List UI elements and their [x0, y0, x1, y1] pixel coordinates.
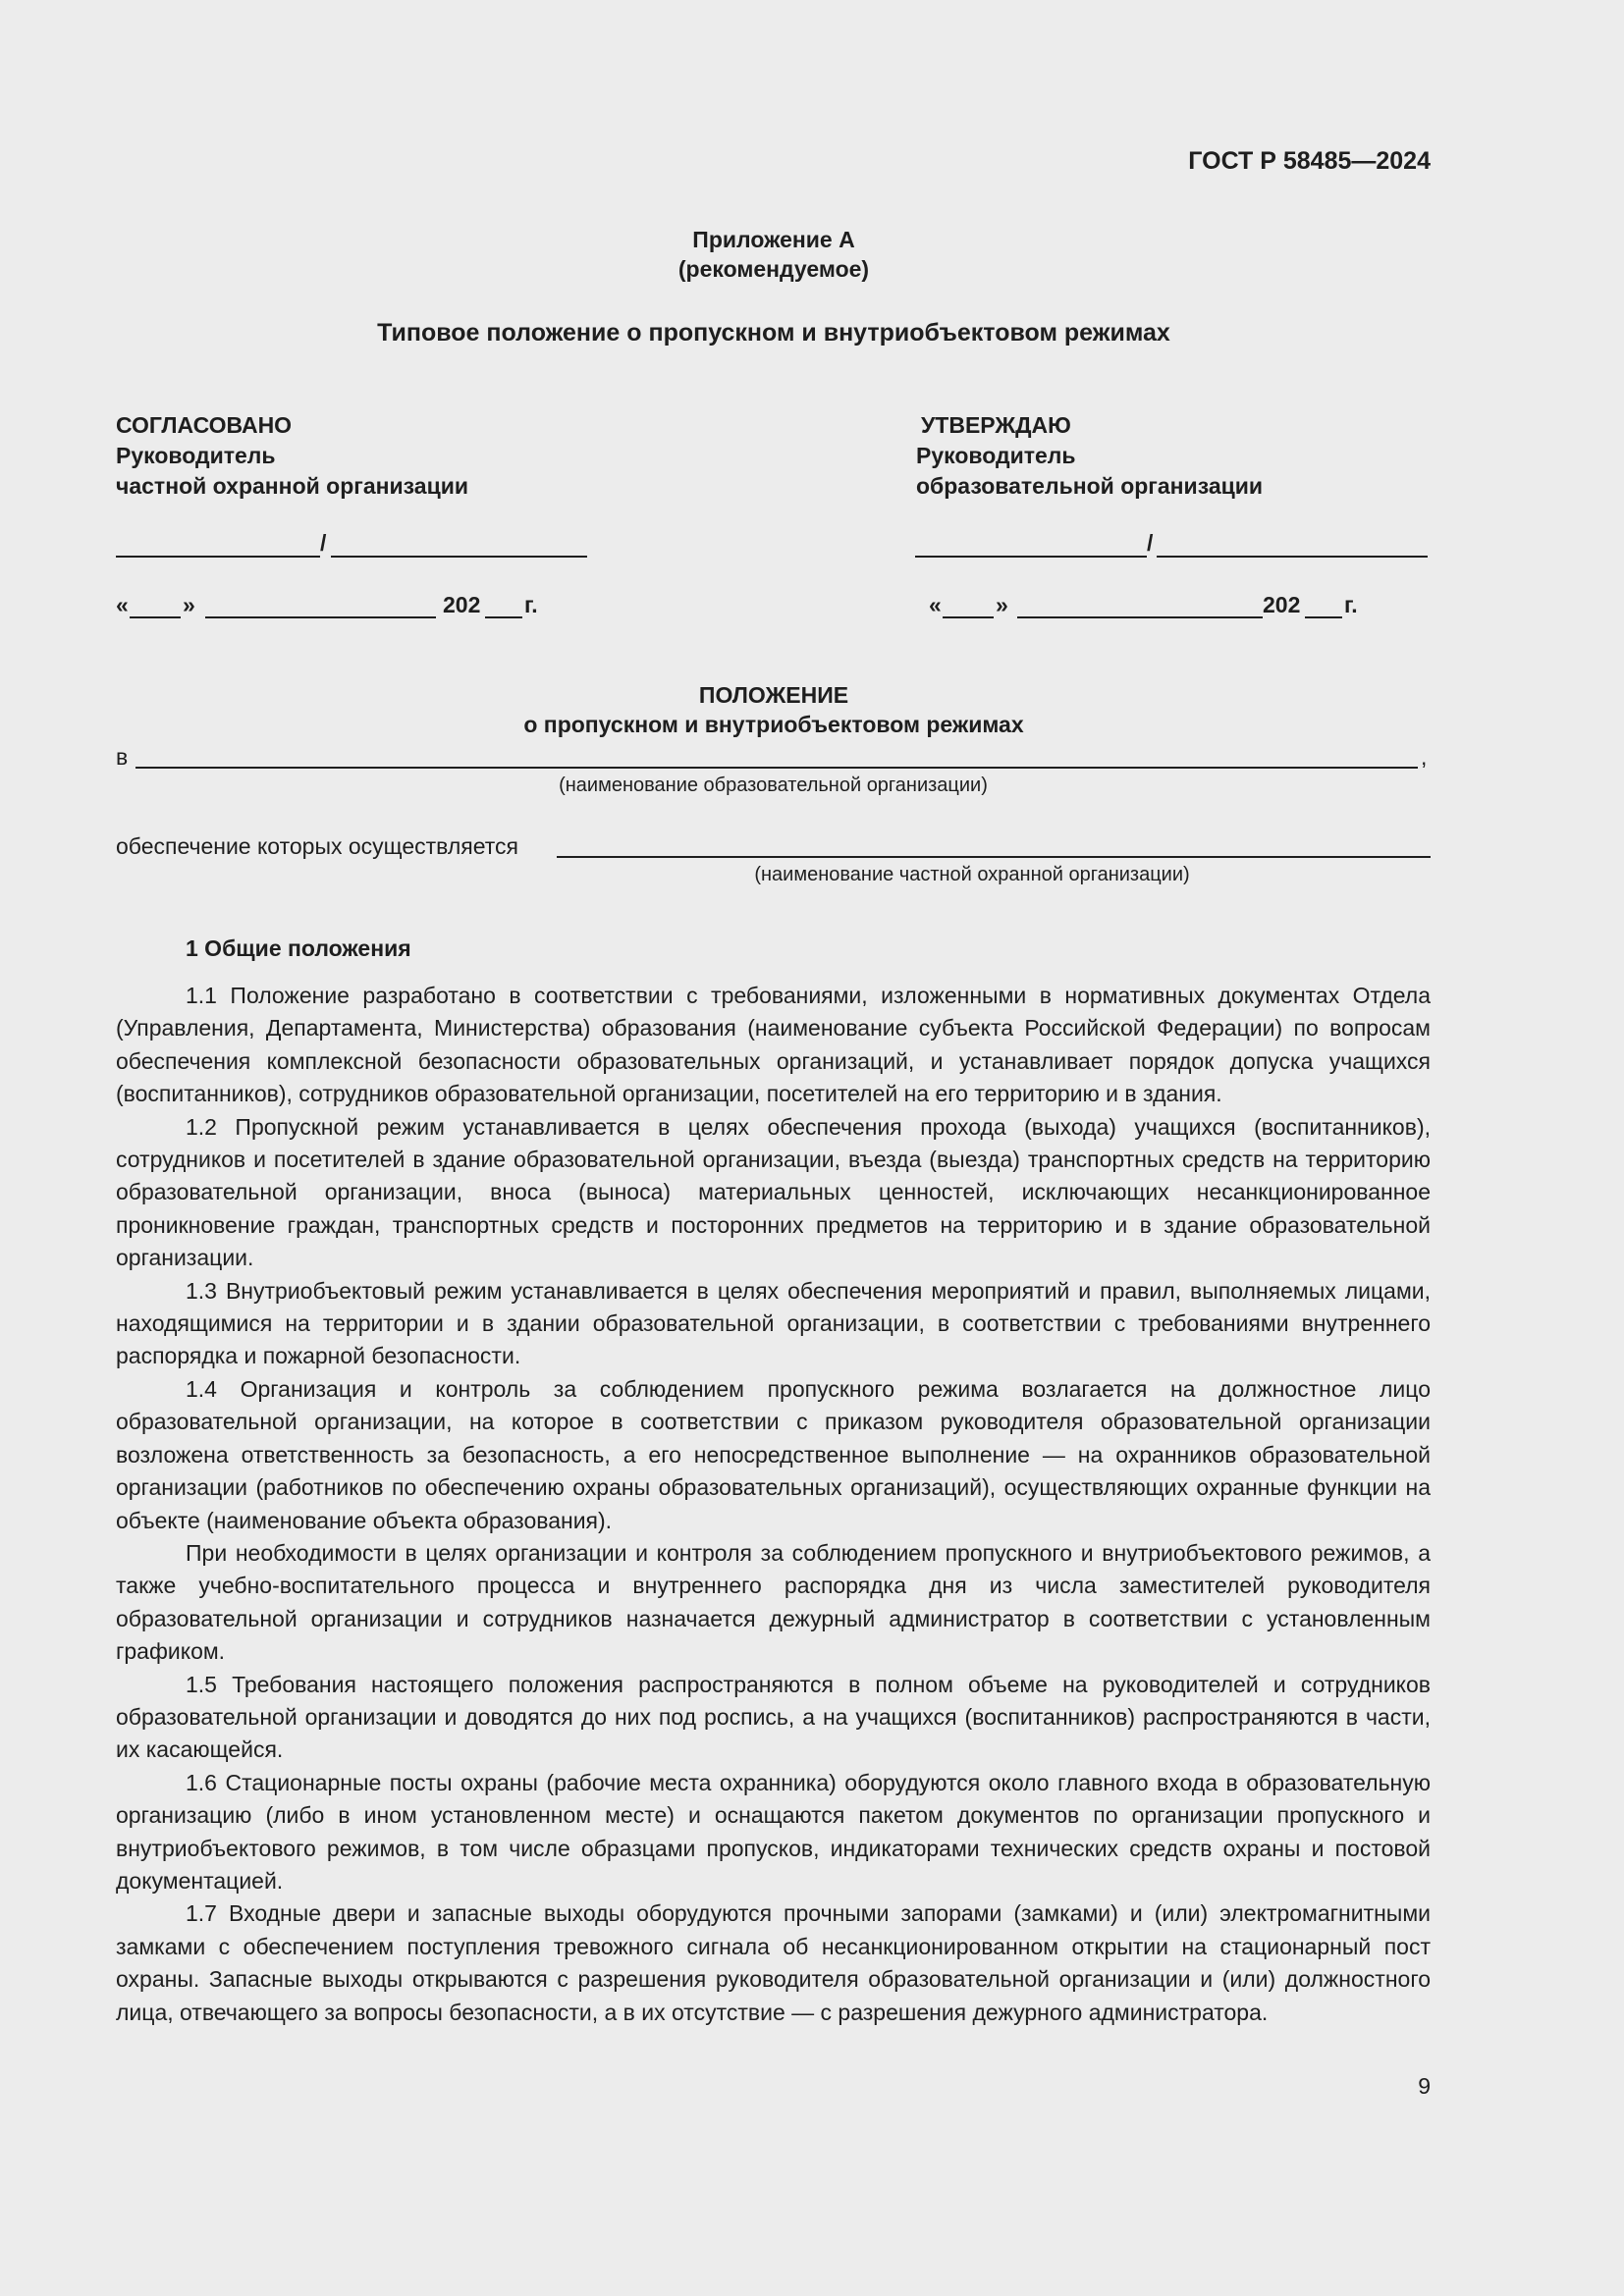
annex-label: Приложение А — [692, 227, 855, 252]
year-prefix-left: 202 — [443, 592, 481, 617]
approval-right-role: Руководитель — [916, 443, 1076, 468]
paragraph-1-6: 1.6 Стационарные посты охраны (рабочие места охранника) оборудуются около главного входа в образовательную организацию (либо в ином установленном месте) и оснащаются пакетом документов по организации пропускного и внутриобъектового режимов, в том числе образцами пропусков, индикаторами технических средств охраны и постовой документацией. — [116, 1769, 1431, 1894]
signature-line-right — [915, 556, 1147, 558]
date-open-right: « — [929, 592, 942, 617]
year-line-left — [485, 616, 522, 618]
year-suffix-right: г. — [1344, 592, 1358, 617]
paragraph-1-4: 1.4 Организация и контроль за соблюдением пропускного режима возлагается на должностное лицо образовательной организации, на которое в соответствии с приказом руководителя образовательной организации возложена ответственность за безопасность, а его непосредственное выполнение — на охранников образовательной организации (работников по обеспечению охраны образовательных организаций), осуществляющих охранные функции на объекте (наименование объекта образования). — [116, 1375, 1431, 1533]
section-heading: 1 Общие положения — [186, 935, 411, 961]
approval-left-org: частной охранной организации — [116, 473, 468, 499]
organization-name-line — [135, 767, 1418, 769]
date-close-left: » — [183, 592, 195, 617]
provided-by-label: обеспечение которых осуществляется — [116, 833, 518, 859]
page-number: 9 — [1418, 2073, 1431, 2099]
in-prefix: в — [116, 744, 129, 770]
approval-right-org: образовательной организации — [916, 473, 1264, 499]
document-code: ГОСТ Р 58485—2024 — [1188, 147, 1431, 175]
paragraph-1-4-continued: При необходимости в целях организации и контроля за соблюдением пропускного и внутриобъектового режимов, а также учебно-воспитательного процесса и внутреннего распорядка дня из числа заместителей руководителя образовательной организации и сотрудников назначается дежурный администратор в соответствии с установленным графиком. — [116, 1539, 1431, 1665]
year-prefix-right: 202 — [1263, 592, 1301, 617]
paragraph-1-2: 1.2 Пропускной режим устанавливается в целях обеспечения прохода (выхода) учащихся (воспитанников), сотрудников и посетителей в здание образовательной организации, въезда (выезда) транспортных средств на территорию образовательной организации, вноса (выноса) материальных ценностей, исключающих несанкционированное проникновение граждан, транспортных средств и посторонних предметов на территорию и в здание образовательной организации. — [116, 1113, 1431, 1271]
approval-left-heading: СОГЛАСОВАНО — [116, 412, 293, 438]
paragraph-1-1: 1.1 Положение разработано в соответствии с требованиями, изложенными в нормативных документах Отдела (Управления, Департамента, Министерства) образования (наименование субъекта Российской Федерации) по вопросам обеспечения комплексной безопасности образовательных организаций, и устанавливает порядок допуска учащихся (воспитанников), сотрудников образовательной организации, посетителей на его территорию и в здания. — [116, 983, 1431, 1107]
paragraph-1-5: 1.5 Требования настоящего положения распространяются в полном объеме на руководителей и сотрудников образовательной организации и доводятся до них под роспись, а на учащихся (воспитанников) распространяются в части, их касающейся. — [116, 1671, 1431, 1763]
paragraph-1-3: 1.3 Внутриобъектовый режим устанавливается в целях обеспечения мероприятий и правил, выполняемых лицами, находящимися на территории и в здании образовательной организации, в соответствии с требованиями внутреннего распорядка и пожарной безопасности. — [116, 1277, 1431, 1369]
year-suffix-left: г. — [524, 592, 538, 617]
guard-org-name-line — [557, 856, 1431, 858]
name-line-left — [331, 556, 587, 558]
signature-line-left — [116, 556, 320, 558]
regulation-title: ПОЛОЖЕНИЕ — [698, 682, 849, 708]
guard-org-caption: (наименование частной охранной организации) — [754, 864, 1190, 885]
annex-title: Типовое положение о пропускном и внутриобъектовом режимах — [377, 319, 1170, 347]
date-close-right: » — [996, 592, 1008, 617]
approval-left — [116, 410, 666, 502]
organization-caption: (наименование образовательной организации) — [559, 774, 988, 796]
annex-status: (рекомендуемое) — [677, 256, 870, 282]
regulation-subtitle: о пропускном и внутриобъектовом режимах — [523, 712, 1024, 737]
approval-right-heading: УТВЕРЖДАЮ — [921, 412, 1071, 438]
section-body — [116, 980, 1431, 2029]
month-line-left — [205, 616, 436, 618]
day-line-left — [130, 616, 181, 618]
approval-left-role: Руководитель — [116, 443, 276, 468]
day-line-right — [943, 616, 994, 618]
signature-slash-left: / — [320, 530, 327, 556]
approval-right — [916, 410, 1466, 502]
month-line-right — [1017, 616, 1263, 618]
in-suffix: , — [1421, 744, 1428, 770]
name-line-right — [1157, 556, 1428, 558]
date-open-left: « — [116, 592, 129, 617]
signature-slash-right: / — [1147, 530, 1154, 556]
year-line-right — [1305, 616, 1342, 618]
paragraph-1-7: 1.7 Входные двери и запасные выходы оборудуются прочными запорами (замками) и (или) электромагнитными замками с обеспечением поступления тревожного сигнала об несанкционированном открытии на стационарный пост охраны. Запасные выходы открываются с разрешения руководителя образовательной организации и (или) должностного лица, отвечающего за вопросы безопасности, а в их отсутствие — с разрешения дежурного администратора. — [116, 1900, 1431, 2025]
